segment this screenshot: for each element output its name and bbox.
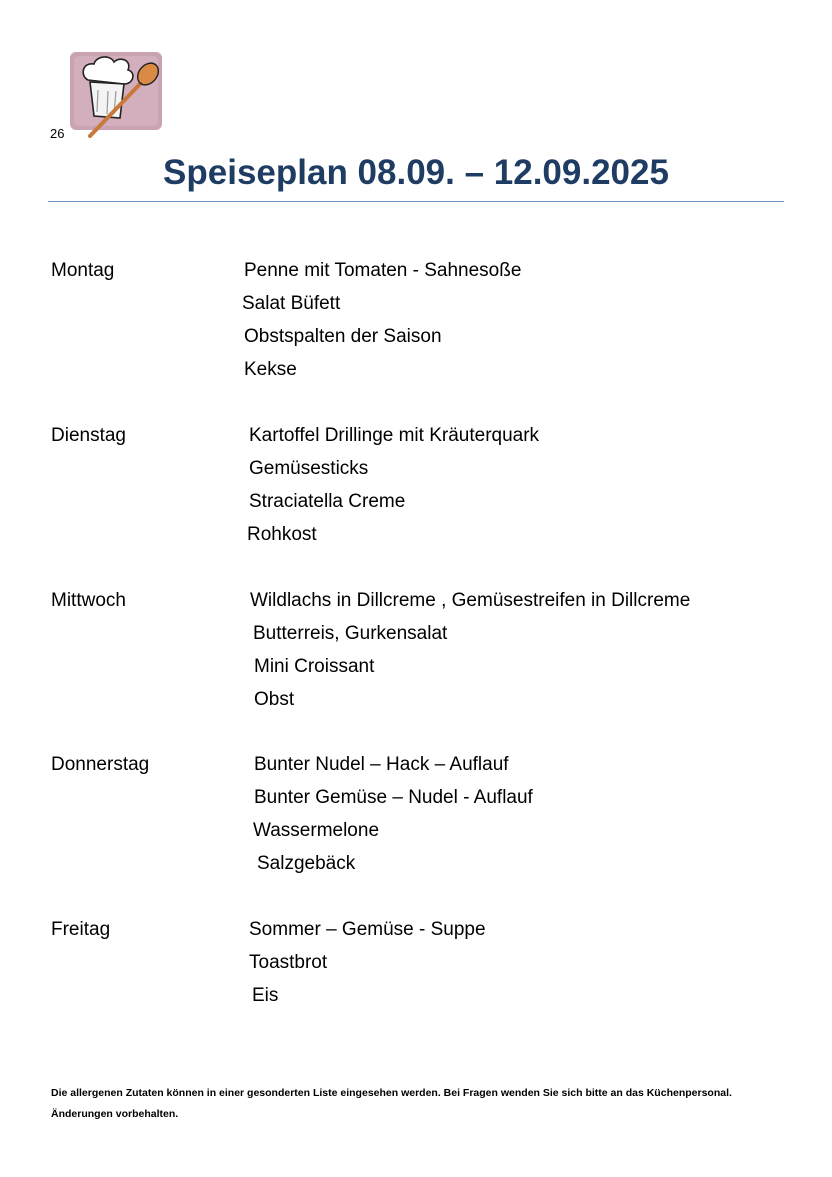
dish-item: Butterreis, Gurkensalat [253,623,448,644]
day-label-donnerstag: Donnerstag [51,754,150,775]
dish-item: Penne mit Tomaten - Sahnesoße [244,260,522,281]
dish-item: Kartoffel Drillinge mit Kräuterquark [249,425,540,446]
dish-item: Toastbrot [249,952,328,973]
dish-item: Rohkost [247,524,317,545]
dish-item: Eis [252,985,279,1006]
dish-item: Straciatella Creme [249,491,406,512]
dish-item: Salat Büfett [242,293,341,314]
allergen-note: Die allergenen Zutaten können in einer gesonderten Liste eingesehen werden. Bei Fragen wenden Sie sich bitte an das Küchenpersonal. [51,1087,732,1099]
dish-item: Obst [254,689,295,710]
dish-item: Wassermelone [253,820,380,841]
day-label-freitag: Freitag [51,919,111,940]
dish-item: Wildlachs in Dillcreme , Gemüsestreifen in Dillcreme [250,590,691,611]
dish-item: Bunter Nudel – Hack – Auflauf [254,754,509,775]
day-label-dienstag: Dienstag [51,425,126,446]
page-title: Speiseplan 08.09. – 12.09.2025 [163,153,669,192]
dish-item: Obstspalten der Saison [244,326,442,347]
dish-item: Bunter Gemüse – Nudel - Auflauf [254,787,533,808]
page-number: 26 [50,126,65,141]
dish-item: Mini Croissant [254,656,375,677]
day-label-montag: Montag [51,260,115,281]
dish-item: Sommer – Gemüse - Suppe [249,919,486,940]
dish-item: Kekse [244,359,297,380]
dish-item: Gemüsesticks [249,458,369,479]
day-label-mittwoch: Mittwoch [51,590,126,611]
changes-note: Änderungen vorbehalten. [51,1108,179,1120]
dish-item: Salzgebäck [257,853,356,874]
